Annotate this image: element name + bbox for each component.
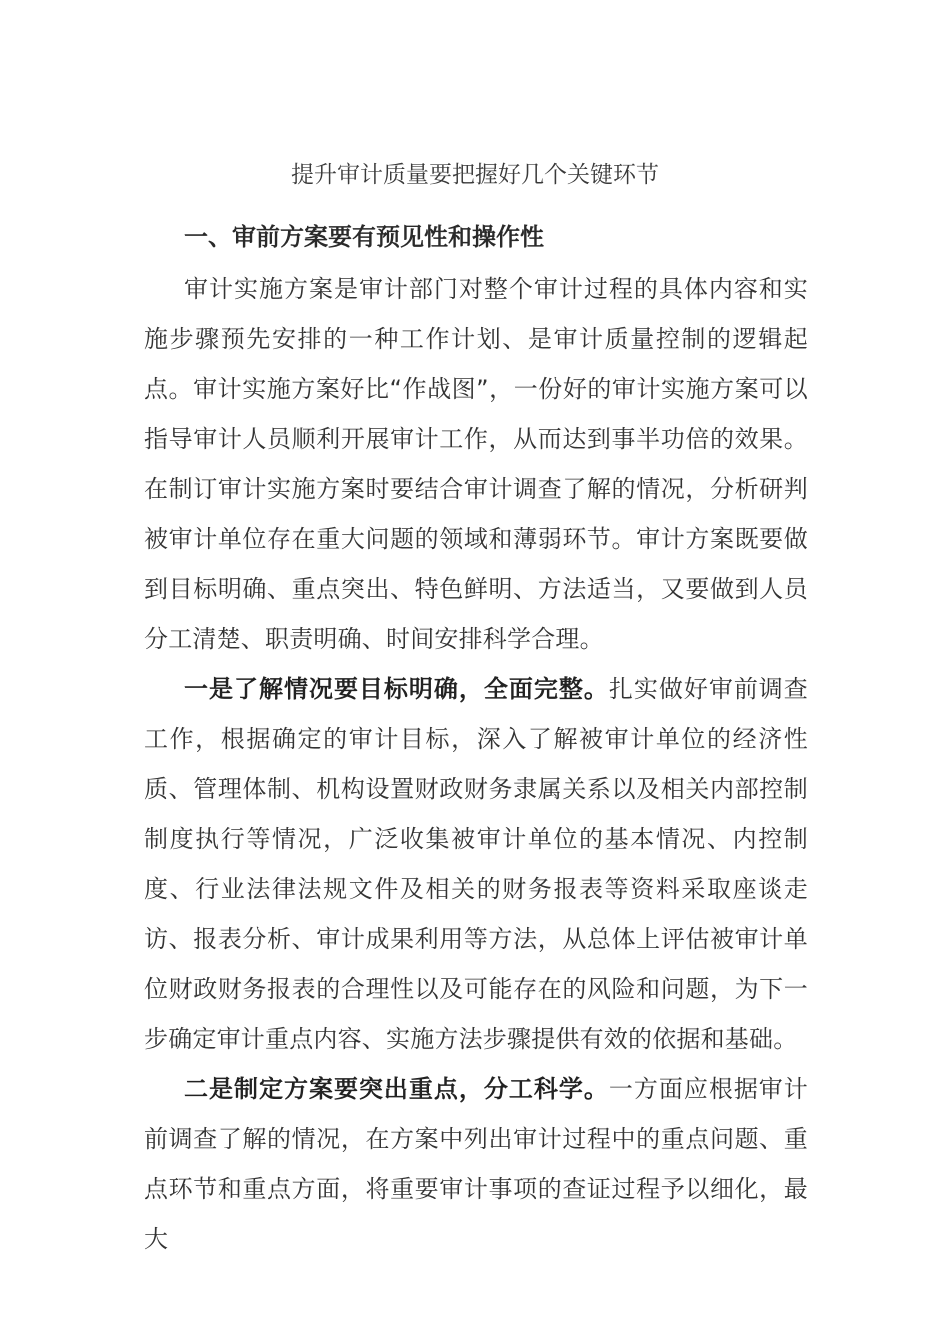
paragraph-lead: 二是制定方案要突出重点，分工科学。 (184, 1075, 609, 1103)
paragraph-1 (144, 264, 808, 664)
paragraph-3 (144, 1064, 808, 1264)
paragraph-text: 扎实做好审前调查工作，根据确定的审计目标，深入了解被审计单位的经济性质、管理体制、机构设置财政财务隶属关系以及相关内部控制制度执行等情况，广泛收集被审计单位的基本情况、内控制度、行业法律法规文件及相关的财务报表等资料采取座谈走访、报表分析、审计成果利用等方法，从总体上评估被审计单位财政财务报表的合理性以及可能存在的风险和问题，为下一步确定审计重点内容、实施方法步骤提供有效的依据和基础。 (144, 675, 808, 1053)
paragraph-2 (144, 664, 808, 1064)
section-heading: 一、审前方案要有预见性和操作性 (184, 223, 544, 251)
paragraph-lead: 一是了解情况要目标明确，全面完整。 (184, 675, 609, 703)
paragraph-text: 一方面应根据审计前调查了解的情况，在方案中列出审计过程中的重点问题、重点环节和重点方面，将重要审计事项的查证过程予以细化，最大 (144, 1075, 808, 1253)
paragraph-text: 审计实施方案是审计部门对整个审计过程的具体内容和实施步骤预先安排的一种工作计划、是审计质量控制的逻辑起点。审计实施方案好比“作战图”，一份好的审计实施方案可以指导审计人员顺利开展审计工作，从而达到事半功倍的效果。在制订审计实施方案时要结合审计调查了解的情况，分析研判被审计单位存在重大问题的领域和薄弱环节。审计方案既要做到目标明确、重点突出、特色鲜明、方法适当，又要做到人员分工清楚、职责明确、时间安排科学合理。 (144, 275, 808, 653)
document-title: 提升审计质量要把握好几个关键环节 (291, 162, 659, 188)
